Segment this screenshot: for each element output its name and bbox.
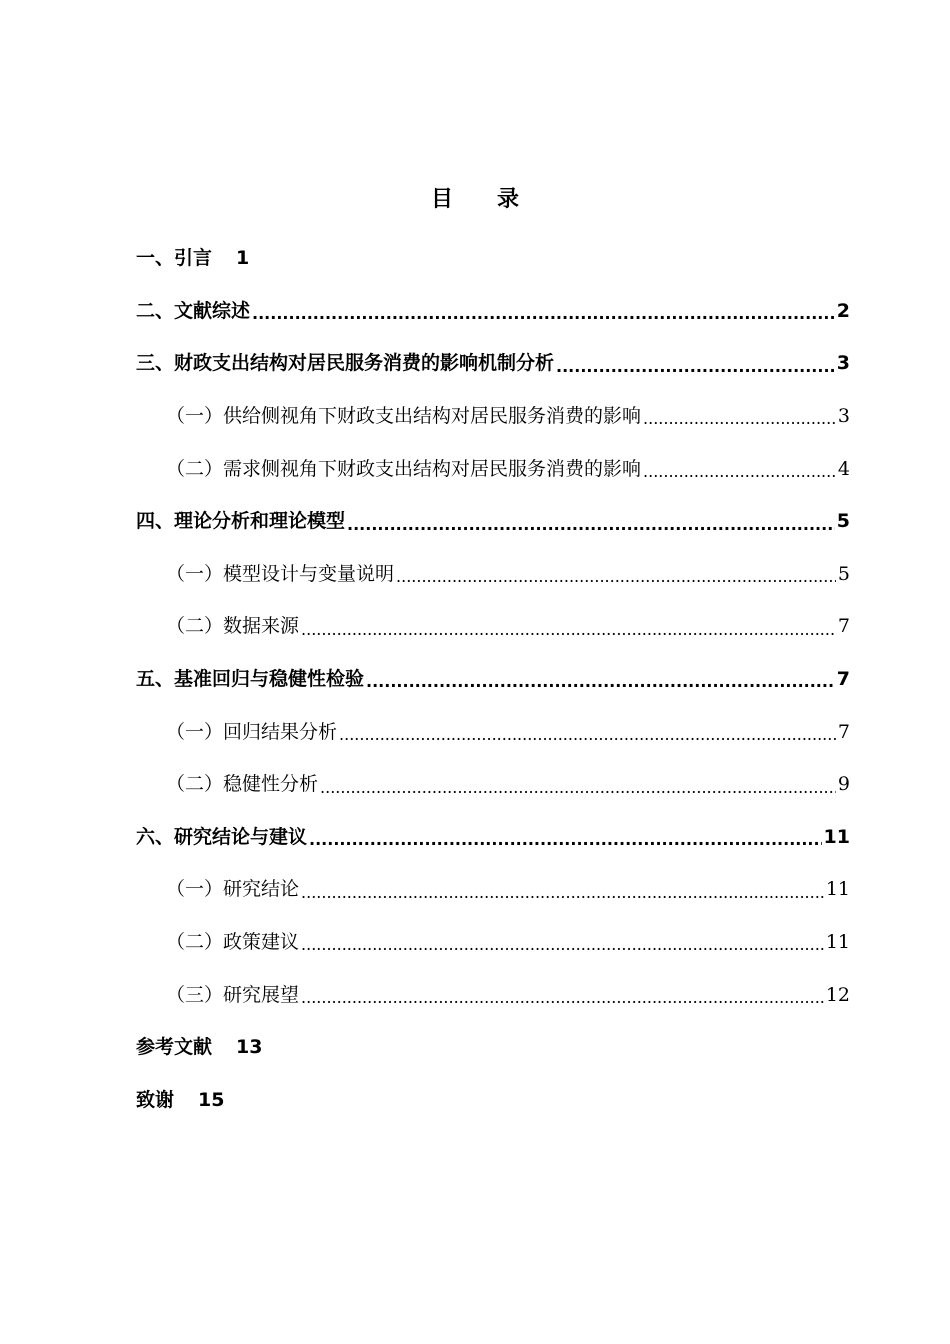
toc-entry-policy-suggestions[interactable] [136,916,850,969]
toc-entry-demand-side[interactable] [136,442,850,495]
toc-entry-text: （一）回归结果分析 [166,720,338,743]
toc-entry-theory-model[interactable] [136,495,850,548]
toc-entry-page: 15 [198,1088,225,1111]
toc-entry-page: 7 [837,720,850,743]
toc-entry-text: 参考文献 [136,1036,213,1059]
toc-entry-data-source[interactable] [136,600,850,653]
dot-leader [556,359,835,375]
toc-entry-supply-side[interactable] [136,390,850,443]
toc-entry-introduction[interactable] [136,232,850,285]
toc-entry-page: 11 [825,931,850,954]
toc-entry-references[interactable] [136,1021,850,1074]
dot-leader [301,990,824,1006]
toc-entry-text: （二）数据来源 [166,615,300,638]
toc-entry-page: 5 [837,562,850,585]
dot-leader [347,517,835,533]
toc-entry-page: 7 [836,668,850,691]
dot-leader [301,937,824,953]
dot-leader [643,411,836,427]
table-of-contents [136,232,850,1126]
toc-entry-text: 致谢 [136,1088,175,1111]
toc-entry-text: （一）研究结论 [166,878,300,901]
toc-entry-robustness[interactable] [136,758,850,811]
toc-entry-page: 7 [837,615,850,638]
toc-title [0,182,950,213]
dot-leader [339,727,836,743]
toc-entry-text: （三）研究展望 [166,983,300,1006]
toc-entry-text: （二）政策建议 [166,931,300,954]
toc-entry-page: 11 [823,825,850,848]
toc-entry-model-design[interactable] [136,548,850,601]
toc-entry-text: （一）供给侧视角下财政支出结构对居民服务消费的影响 [166,405,642,428]
toc-entry-regression-robustness[interactable] [136,653,850,706]
dot-leader [301,885,824,901]
dot-leader [252,306,835,322]
toc-entry-page: 5 [836,510,850,533]
toc-entry-page: 12 [825,983,850,1006]
toc-entry-conclusions[interactable] [136,811,850,864]
toc-entry-text: （二）稳健性分析 [166,773,319,796]
toc-entry-page: 13 [236,1036,263,1059]
toc-entry-text: 四、理论分析和理论模型 [136,510,346,533]
toc-entry-page: 9 [837,773,850,796]
toc-entry-page: 11 [825,878,850,901]
toc-entry-page: 3 [836,352,850,375]
dot-leader [366,674,835,690]
toc-entry-text: 二、文献综述 [136,299,251,322]
toc-entry-text: 一、引言 [136,247,213,270]
toc-title-left: 目 [430,187,453,212]
dot-leader [309,832,822,848]
toc-entry-text: （一）模型设计与变量说明 [166,562,395,585]
toc-entry-text: 三、财政支出结构对居民服务消费的影响机制分析 [136,352,555,375]
toc-entry-text: 五、基准回归与稳健性检验 [136,668,365,691]
toc-title-right: 录 [497,187,520,212]
toc-entry-regression-results[interactable] [136,705,850,758]
toc-entry-acknowledgements[interactable] [136,1074,850,1127]
dot-leader [643,464,836,480]
dot-leader [320,780,836,796]
toc-entry-text: 六、研究结论与建议 [136,825,308,848]
dot-leader [301,622,836,638]
toc-entry-page: 1 [236,247,250,270]
toc-entry-page: 3 [837,405,850,428]
toc-entry-literature-review[interactable] [136,285,850,338]
toc-entry-research-conclusion[interactable] [136,863,850,916]
toc-entry-outlook[interactable] [136,968,850,1021]
toc-entry-mechanism-analysis[interactable] [136,337,850,390]
toc-entry-page: 2 [836,299,850,322]
dot-leader [396,569,836,585]
toc-entry-text: （二）需求侧视角下财政支出结构对居民服务消费的影响 [166,457,642,480]
toc-entry-page: 4 [837,457,850,480]
